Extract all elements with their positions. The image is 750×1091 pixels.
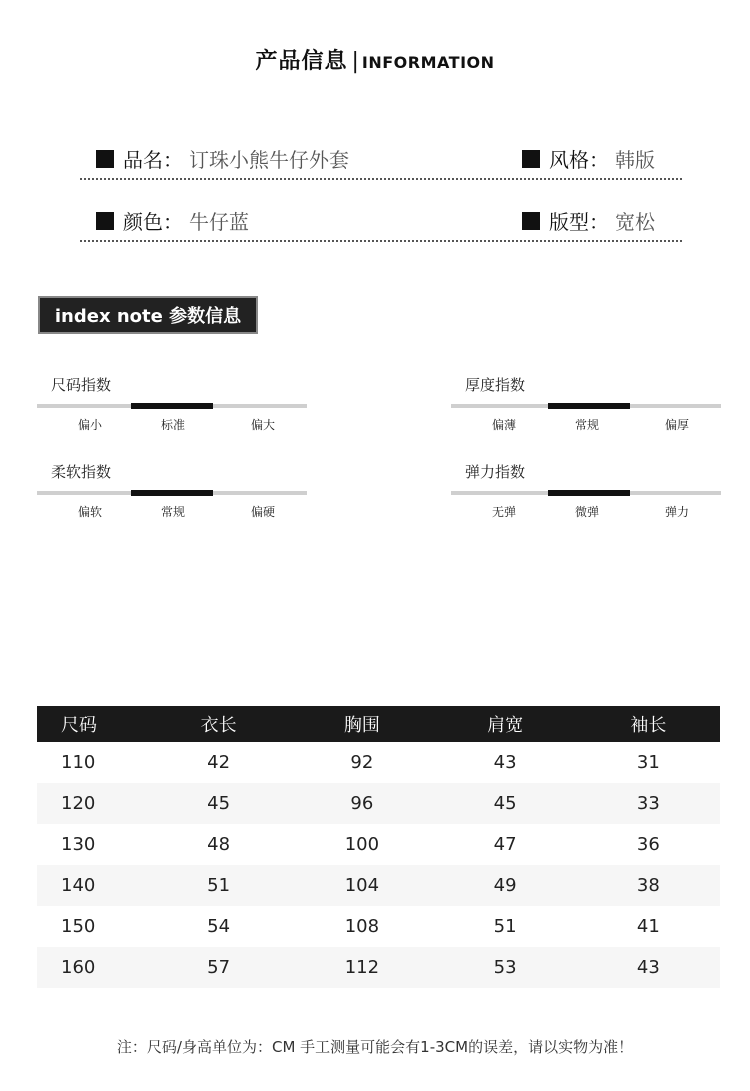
info-color: 颜色： 牛仔蓝 xyxy=(96,206,249,235)
info-fit: 版型： 宽松 xyxy=(522,206,655,235)
column-header: 袖长 xyxy=(630,715,667,736)
info-style: 风格： 韩版 xyxy=(522,144,655,173)
table-cell: 104 xyxy=(344,875,380,896)
table-cell: 57 xyxy=(207,957,231,978)
table-cell: 92 xyxy=(350,752,374,773)
square-bullet-icon xyxy=(96,150,114,168)
meter-option: 偏厚 xyxy=(664,418,689,432)
meter-label: 柔软指数 xyxy=(51,463,112,481)
table-cell: 42 xyxy=(207,752,231,773)
square-bullet-icon xyxy=(522,150,540,168)
meter-selected-segment xyxy=(548,490,630,496)
table-cell: 45 xyxy=(493,793,517,814)
table-cell: 51 xyxy=(207,875,231,896)
meter-track xyxy=(451,491,721,495)
square-bullet-icon xyxy=(96,212,114,230)
meter-selected-segment xyxy=(131,403,213,409)
table-cell: 43 xyxy=(493,752,517,773)
meter-option: 偏硬 xyxy=(250,505,275,519)
title-en: INFORMATION xyxy=(361,53,495,72)
table-cell: 47 xyxy=(493,834,517,855)
table-row xyxy=(37,824,720,865)
meter-option: 微弹 xyxy=(574,505,599,519)
meter-track xyxy=(37,404,307,408)
meter-option: 偏大 xyxy=(250,418,275,432)
table-header-row xyxy=(37,706,720,742)
square-bullet-icon xyxy=(522,212,540,230)
table-cell: 140 xyxy=(61,875,96,896)
table-cell: 108 xyxy=(344,916,380,937)
table-row xyxy=(37,906,720,947)
table-row xyxy=(37,742,720,783)
meter-label: 弹力指数 xyxy=(465,463,526,481)
table-cell: 100 xyxy=(344,834,380,855)
meter-option: 偏软 xyxy=(77,505,102,519)
meter-selected-segment xyxy=(131,490,213,496)
table-cell: 43 xyxy=(636,957,660,978)
table-row xyxy=(37,947,720,988)
meter-option: 常规 xyxy=(160,505,185,519)
table-cell: 130 xyxy=(61,834,96,855)
column-header: 尺码 xyxy=(61,715,97,736)
table-cell: 150 xyxy=(61,916,96,937)
table-cell: 51 xyxy=(493,916,517,937)
table-cell: 31 xyxy=(636,752,660,773)
column-header: 胸围 xyxy=(343,715,380,736)
table-cell: 96 xyxy=(350,793,374,814)
meter-label: 厚度指数 xyxy=(465,376,526,394)
table-row xyxy=(37,783,720,824)
meter-elasticity xyxy=(451,461,721,541)
meter-selected-segment xyxy=(548,403,630,409)
meter-option: 常规 xyxy=(574,418,599,432)
meter-track xyxy=(451,404,721,408)
table-cell: 49 xyxy=(493,875,517,896)
column-header: 肩宽 xyxy=(487,715,524,736)
table-cell: 110 xyxy=(61,752,96,773)
table-cell: 48 xyxy=(207,834,231,855)
table-cell: 45 xyxy=(207,793,231,814)
info-name: 品名： 订珠小熊牛仔外套 xyxy=(96,144,349,173)
title-cn: 产品信息 xyxy=(255,49,348,74)
table-cell: 38 xyxy=(636,875,660,896)
info-row-1 xyxy=(80,140,682,180)
meter-option: 偏小 xyxy=(77,418,102,432)
table-cell: 160 xyxy=(61,957,96,978)
index-note-heading: index note 参数信息 xyxy=(38,296,258,334)
meter-option: 标准 xyxy=(160,418,185,432)
page-title xyxy=(0,44,750,75)
meter-option: 无弹 xyxy=(491,505,516,519)
meter-option: 偏薄 xyxy=(491,418,516,432)
measurement-footnote: 注：尺码/身高单位为：CM 手工测量可能会有1-3CM的误差，请以实物为准！ xyxy=(116,1038,634,1056)
meter-size xyxy=(37,374,307,454)
column-header: 衣长 xyxy=(200,715,237,736)
meter-label: 尺码指数 xyxy=(51,376,112,394)
table-cell: 53 xyxy=(493,957,517,978)
size-table xyxy=(37,706,720,988)
meter-track xyxy=(37,491,307,495)
table-cell: 54 xyxy=(207,916,231,937)
meter-softness xyxy=(37,461,307,541)
table-cell: 120 xyxy=(61,793,96,814)
info-row-2 xyxy=(80,202,682,242)
meter-option: 弹力 xyxy=(664,505,689,519)
meter-thickness xyxy=(451,374,721,454)
table-cell: 36 xyxy=(636,834,660,855)
title-separator: | xyxy=(351,49,360,74)
table-cell: 33 xyxy=(636,793,660,814)
table-cell: 112 xyxy=(344,957,380,978)
table-row xyxy=(37,865,720,906)
table-cell: 41 xyxy=(636,916,660,937)
